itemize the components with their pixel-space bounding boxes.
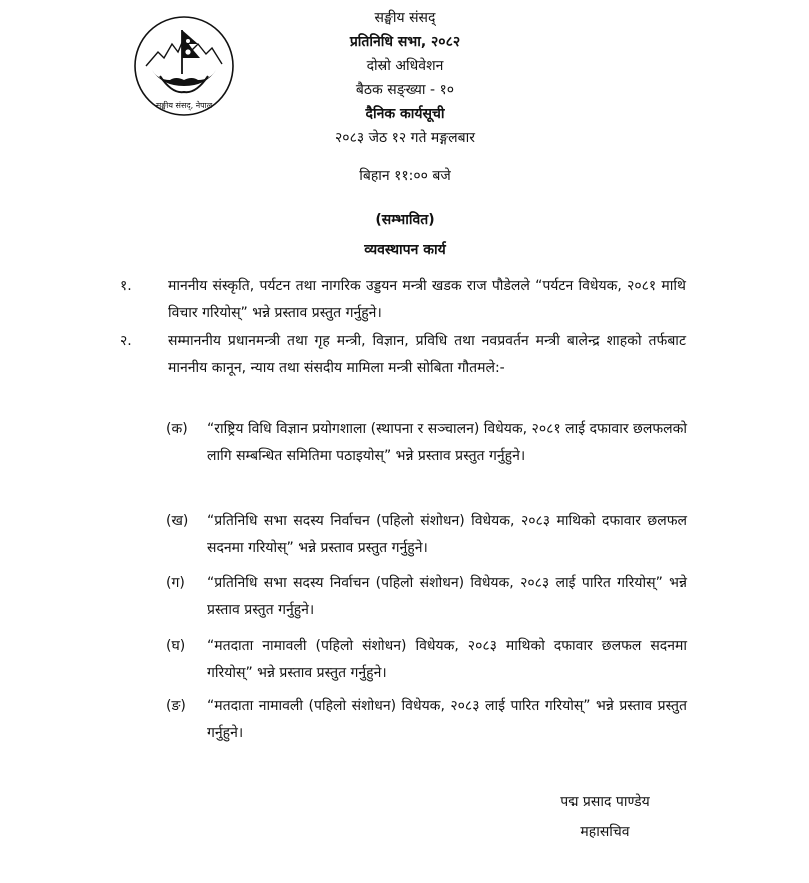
- agenda-item: सम्माननीय प्रधानमन्त्री तथा गृह मन्त्री, विज्ञान, प्रविधि तथा नवप्रवर्तन मन्त्री बालेन्द्र शाहको तर्फबाट माननीय कानून, न्याय तथा संसदीय मामिला मन्त्री सोबिता गौतमले:-: [168, 333, 686, 376]
- federal-parliament-emblem: [132, 14, 236, 118]
- svg-text:सङ्घीय संसद्, नेपाल: सङ्घीय संसद्, नेपाल: [155, 101, 213, 110]
- house-name: प्रतिनिधि सभा, २०८२: [349, 34, 461, 50]
- agenda-subitem: “प्रतिनिधि सभा सदस्य निर्वाचन (पहिलो संशोधन) विधेयक, २०८३ लाई पारित गरियोस्” भन्ने प्रस्ताव प्रस्तुत गर्नुहुने।: [207, 575, 687, 618]
- signatory-name: पद्म प्रसाद पाण्डेय: [560, 794, 650, 810]
- meeting-number: बैठक सङ्ख्या - १०: [355, 82, 455, 98]
- status-label: (सम्भावित): [375, 212, 435, 228]
- agenda-item: माननीय संस्कृति, पर्यटन तथा नागरिक उड्डयन मन्त्री खडक राज पौडेलले “पर्यटन विधेयक, २०८१ माथि विचार गरियोस्” भन्ने प्रस्ताव प्रस्तुत गर्नुहुने।: [168, 278, 686, 321]
- agenda-subitem: “मतदाता नामावली (पहिलो संशोधन) विधेयक, २०८३ लाई पारित गरियोस्” भन्ने प्रस्ताव प्रस्तुत गर्नुहुने।: [207, 698, 687, 741]
- parliament-name: सङ्घीय संसद्: [374, 10, 436, 26]
- agenda-subitem: “मतदाता नामावली (पहिलो संशोधन) विधेयक, २०८३ माथिको दफावार छलफल सदनमा गरियोस्” भन्ने प्रस्ताव प्रस्तुत गर्नुहुने।: [207, 638, 687, 681]
- item-number: २.: [120, 333, 132, 349]
- agenda-subitem: “राष्ट्रिय विधि विज्ञान प्रयोगशाला (स्थापना र सञ्चालन) विधेयक, २०८१ लाई दफावार छलफलको लागि सम्बन्धित समितिमा पठाइयोस्” भन्ने प्रस्ताव प्रस्तुत गर्नुहुने।: [207, 421, 687, 464]
- item-number: १.: [120, 278, 132, 294]
- session-name: दोस्रो अधिवेशन: [366, 58, 444, 74]
- subitem-label: (ख): [166, 513, 189, 529]
- meeting-date: २०८३ जेठ १२ गते मङ्गलबार: [335, 130, 475, 146]
- subitem-label: (क): [166, 421, 188, 437]
- subitem-label: (ग): [166, 575, 185, 591]
- subitem-label: (ङ): [166, 698, 186, 714]
- section-title: व्यवस्थापन कार्य: [364, 242, 446, 258]
- agenda-subitem: “प्रतिनिधि सभा सदस्य निर्वाचन (पहिलो संशोधन) विधेयक, २०८३ माथिको दफावार छलफल सदनमा गरियोस्” भन्ने प्रस्ताव प्रस्तुत गर्नुहुने।: [207, 513, 687, 556]
- document-title: दैनिक कार्यसूची: [365, 106, 445, 122]
- signatory-title: महासचिव: [580, 824, 630, 840]
- subitem-label: (घ): [166, 638, 186, 654]
- meeting-time: बिहान ११:०० बजे: [359, 168, 451, 184]
- document-header: [250, 6, 560, 188]
